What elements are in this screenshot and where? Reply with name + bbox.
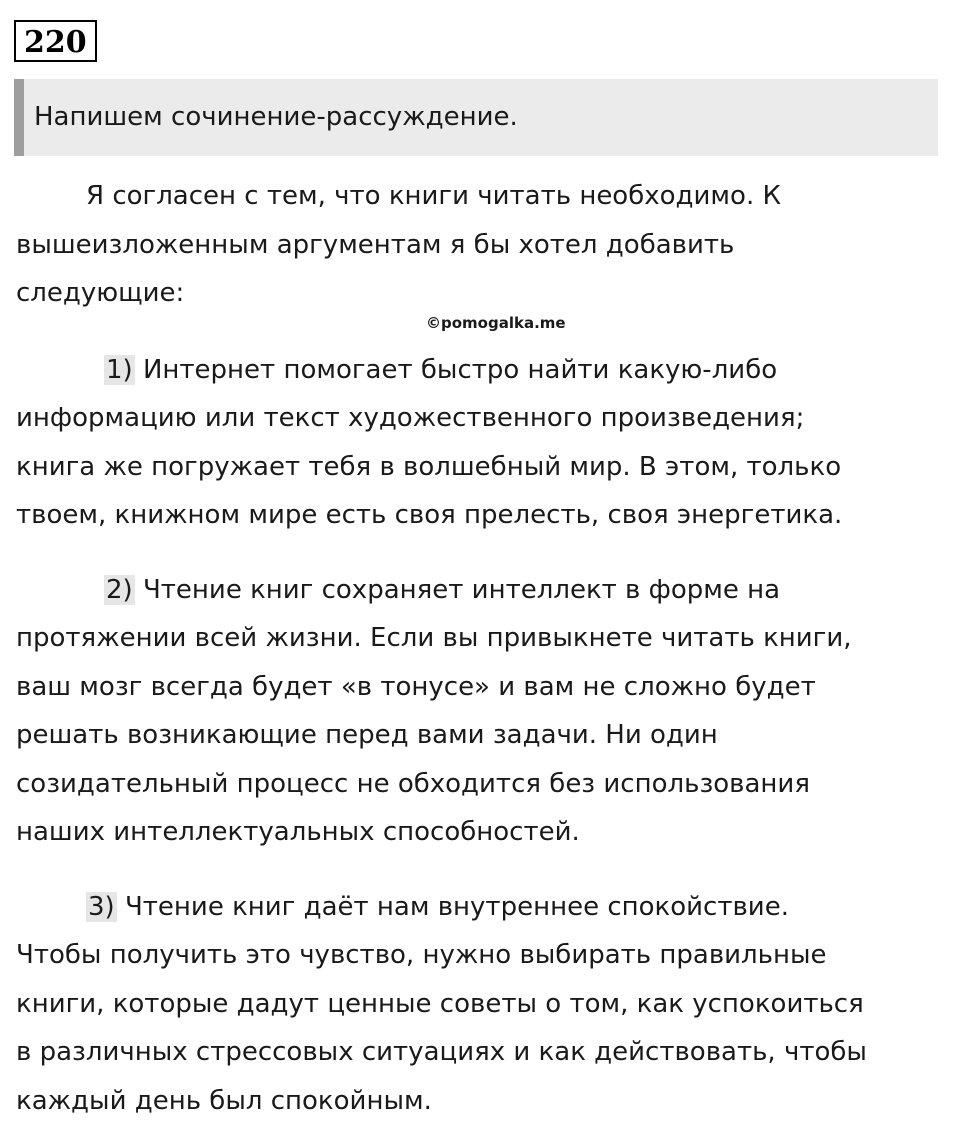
watermark: ©pomogalka.me	[426, 313, 566, 333]
argument-line: каждый день был спокойным.	[16, 1086, 432, 1116]
task-number: 220	[14, 20, 97, 62]
argument-line: протяжении всей жизни. Если вы привыкнете читать книги,	[16, 623, 852, 653]
argument-line: ваш мозг всегда будет «в тонусе» и вам не сложно будет	[16, 672, 816, 702]
intro-line: следующие:	[16, 278, 184, 308]
argument-line: книга же погружает тебя в волшебный мир. В этом, только	[16, 452, 841, 482]
task-title: Напишем сочинение-рассуждение.	[14, 79, 938, 156]
argument-line: Чтение книг даёт нам внутреннее спокойствие.	[117, 892, 789, 922]
argument-line: Чтобы получить это чувство, нужно выбирать правильные	[16, 940, 827, 970]
argument-paragraph-1	[16, 346, 946, 540]
argument-paragraph-2	[16, 566, 946, 857]
argument-paragraph-3	[16, 883, 946, 1125]
intro-line: Я согласен с тем, что книги читать необходимо. К	[86, 181, 781, 211]
intro-line: вышеизложенным аргументам я бы хотел добавить	[16, 230, 734, 260]
argument-line: Интернет помогает быстро найти какую-либо	[135, 355, 777, 385]
argument-line: Чтение книг сохраняет интеллект в форме на	[135, 575, 780, 605]
argument-line: твоем, книжном мире есть своя прелесть, своя энергетика.	[16, 500, 842, 530]
argument-number: 2)	[104, 575, 135, 605]
argument-line: решать возникающие перед вами задачи. Ни один	[16, 720, 718, 750]
argument-number: 3)	[86, 892, 117, 922]
argument-line: в различных стрессовых ситуациях и как действовать, чтобы	[16, 1037, 867, 1067]
argument-line: информацию или текст художественного произведения;	[16, 403, 804, 433]
argument-line: наших интеллектуальных способностей.	[16, 817, 580, 847]
intro-paragraph	[16, 172, 946, 318]
argument-number: 1)	[104, 355, 135, 385]
argument-line: созидательный процесс не обходится без использования	[16, 769, 810, 799]
argument-line: книги, которые дадут ценные советы о том, как успокоиться	[16, 989, 864, 1019]
essay-text	[16, 172, 946, 1125]
